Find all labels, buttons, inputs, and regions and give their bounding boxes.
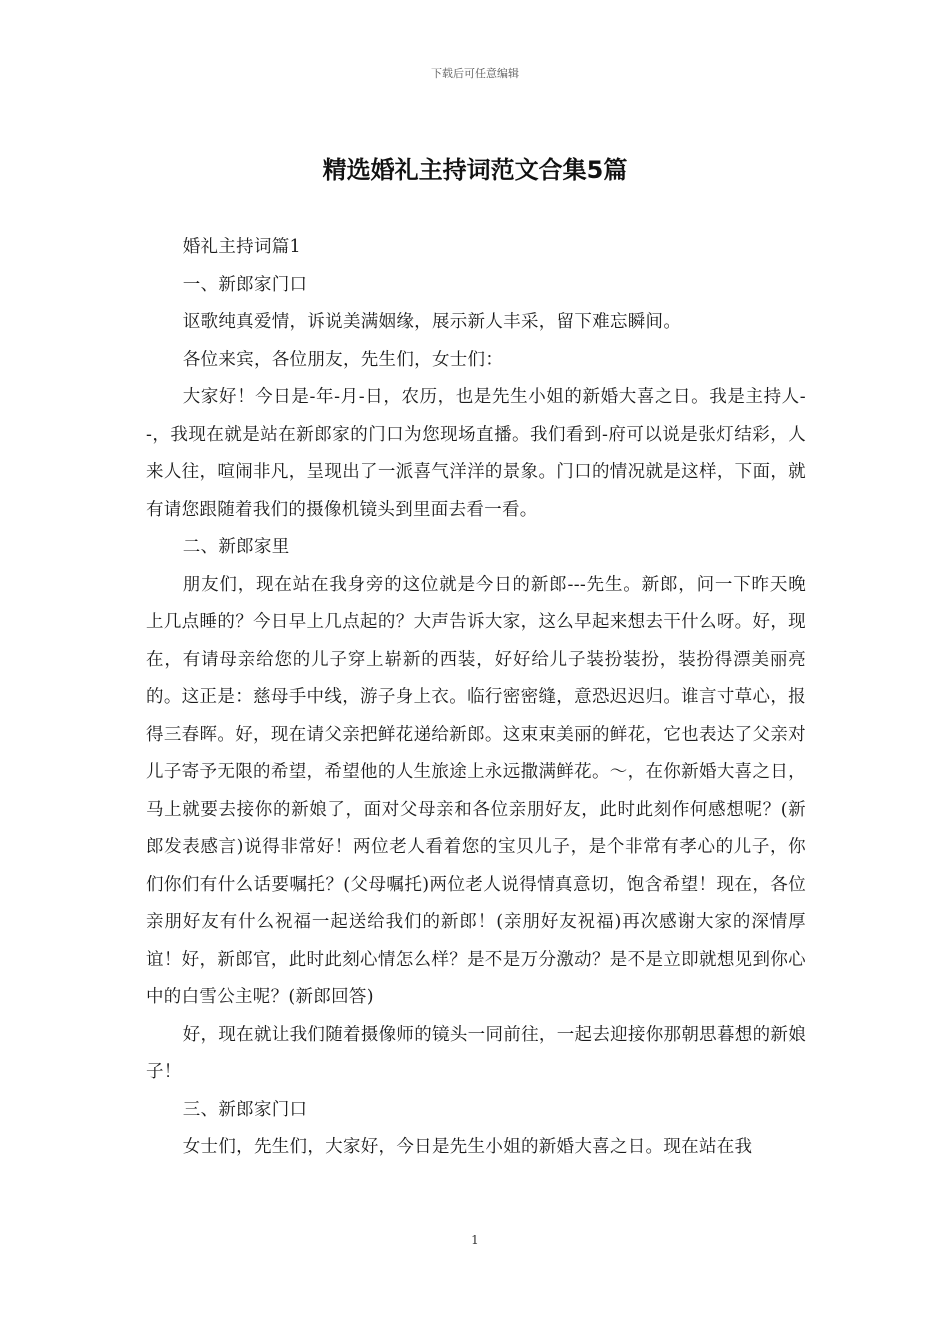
document-title: 精选婚礼主持词范文合集5篇	[322, 156, 628, 184]
body-paragraph: 女士们，先生们，大家好，今日是先生小姐的新婚大喜之日。现在站在我	[182, 1137, 753, 1157]
section-heading-piece-1: 婚礼主持词篇1	[182, 237, 301, 257]
body-paragraph: 朋友们，现在站在我身旁的这位就是今日的新郎---先生。新郎，问一下昨天晚上几点睡的？今日早上几点起的？大声告诉大家，这么早起来想去干什么呀。好，现在，有请母亲给您的儿子穿上崭新的西装，好好给儿子装扮装扮，装扮得漂美丽亮的。这正是：慈母手中线，游子身上衣。临行密密缝，意恐迟迟归。谁言寸草心，报得三春晖。好，现在请父亲把鲜花递给新郎。这束束美丽的鲜花，它也表达了父亲对儿子寄予无限的希望，希望他的人生旅途上永远撒满鲜花。～，在你新婚大喜之日，马上就要去接你的新娘了，面对父母亲和各位亲朋好友，此时此刻作何感想呢？(新郎发表感言)说得非常好！两位老人看着您的宝贝儿子，是个非常有孝心的儿子，你们你们有什么话要嘱托？(父母嘱托)两位老人说得情真意切，饱含希望！现在，各位亲朋好友有什么祝福一起送给我们的新郎！(亲朋好友祝福)再次感谢大家的深情厚谊！好，新郎官，此时此刻心情怎么样？是不是万分激动？是不是立即就想见到你心中的白雪公主呢？(新郎回答)	[146, 574, 806, 1007]
page-number: 1	[471, 1233, 479, 1247]
section-heading-groom-home: 二、新郎家里	[182, 537, 290, 557]
section-heading-groom-door: 一、新郎家门口	[182, 274, 308, 295]
section-heading-groom-door-2: 三、新郎家门口	[182, 1099, 308, 1120]
body-paragraph: 大家好！今日是-年-月-日，农历，也是先生小姐的新婚大喜之日。我是主持人--，我现在就是站在新郎家的门口为您现场直播。我们看到-府可以说是张灯结彩，人来人往，喧闹非凡，呈现出了一派喜气洋洋的景象。门口的情况就是这样，下面，就有请您跟随着我们的摄像机镜头到里面去看一看。	[146, 387, 806, 520]
document-body	[146, 229, 806, 1167]
body-paragraph: 好，现在就让我们随着摄像师的镜头一同前往，一起去迎接你那朝思暮想的新娘子！	[146, 1024, 806, 1082]
body-paragraph: 各位来宾，各位朋友，先生们，女士们：	[182, 349, 504, 370]
page-header-note: 下载后可任意编辑	[431, 67, 519, 80]
body-paragraph: 讴歌纯真爱情，诉说美满姻缘，展示新人丰采，留下难忘瞬间。	[182, 312, 682, 332]
